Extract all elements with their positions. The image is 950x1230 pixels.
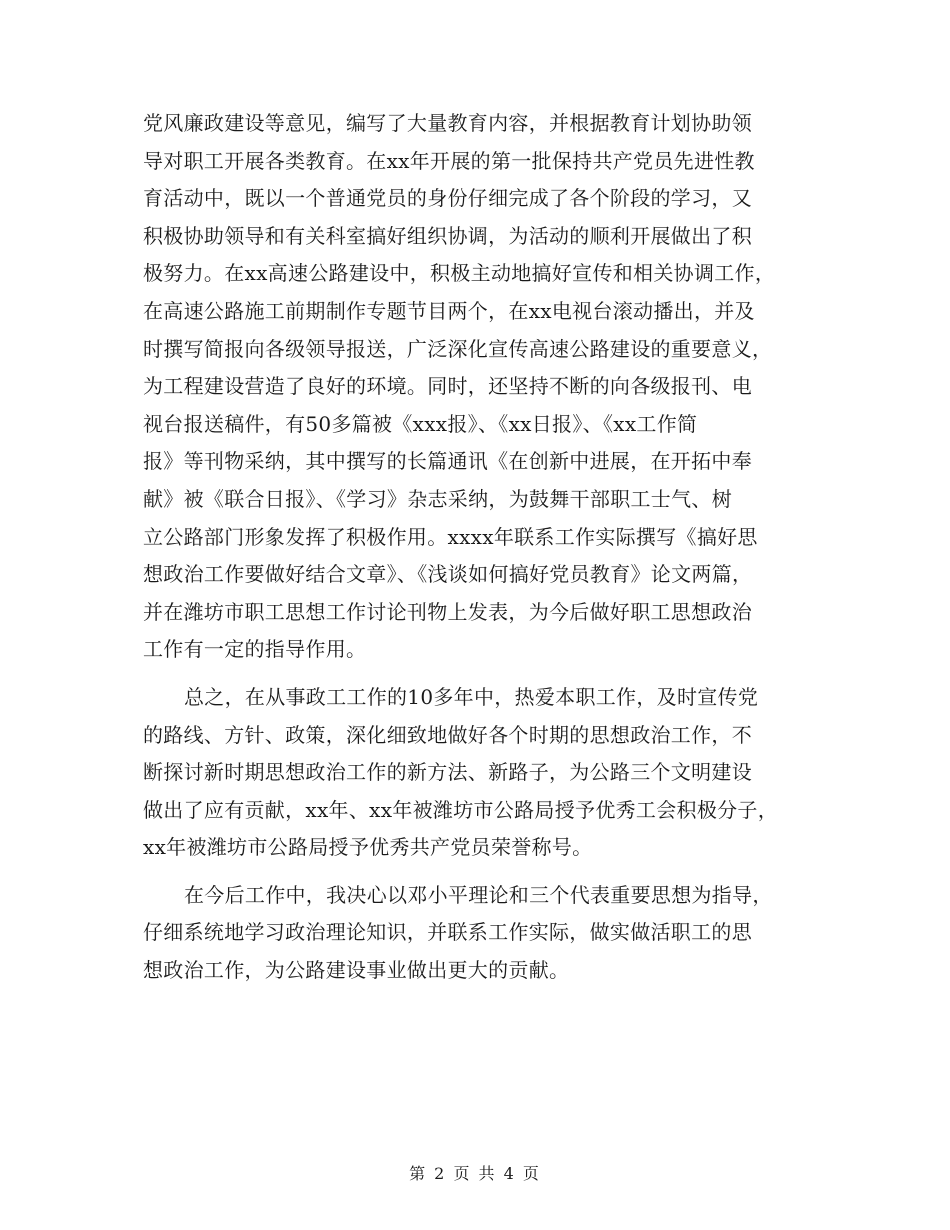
text-line: 做出了应有贡献，xx年、xx年被潍坊市公路局授予优秀工会积极分子， — [143, 797, 779, 822]
text-line: 的路线、方针、政策，深化细致地做好各个时期的思想政治工作，不 — [143, 722, 752, 747]
paragraph-1 — [143, 105, 813, 669]
text-line: 党风廉政建设等意见，编写了大量教育内容，并根据教育计划协助领 — [143, 111, 752, 135]
paragraph-3 — [143, 877, 813, 990]
text-line: 视台报送稿件，有50多篇被《xxx报》、《xx日报》、《xx工作简 — [143, 411, 698, 436]
text-line: 立公路部门形象发挥了积极作用。xxxx年联系工作实际撰写《搞好思 — [143, 524, 758, 549]
paragraph-gap — [143, 867, 813, 877]
text-line: 总之，在从事政工工作的10多年中，热爱本职工作，及时宣传党 — [184, 684, 759, 709]
paragraph-gap — [143, 669, 813, 679]
text-line: xx年被潍坊市公路局授予优秀共产党员荣誉称号。 — [143, 835, 593, 860]
text-line: 工作有一定的指导作用。 — [143, 637, 367, 662]
text-line: 献》被《联合日报》、《学习》杂志采纳，为鼓舞干部职工士气、树 — [143, 486, 732, 511]
text-line: 导对职工开展各类教育。在xx年开展的第一批保持共产党员先进性教 — [143, 148, 755, 173]
text-line: 断探讨新时期思想政治工作的新方法、新路子，为公路三个文明建设 — [143, 760, 752, 785]
text-line: 报》等刊物采纳，其中撰写的长篇通讯《在创新中进展，在开拓中奉 — [143, 449, 752, 474]
text-line: 育活动中，既以一个普通党员的身份仔细完成了各个阶段的学习，又 — [143, 186, 752, 211]
text-line: 积极协助领导和有关科室搞好组织协调，为活动的顺利开展做出了积 — [143, 223, 752, 248]
text-line: 为工程建设营造了良好的环境。同时，还坚持不断的向各级报刊、电 — [143, 374, 752, 399]
text-line: 极努力。在xx高速公路建设中，积极主动地搞好宣传和相关协调工作， — [143, 261, 776, 286]
page-number-footer: 第 2 页 共 4 页 — [409, 1164, 541, 1183]
paragraph-2 — [143, 679, 813, 867]
text-line: 在高速公路施工前期制作专题节目两个，在xx电视台滚动播出，并及 — [143, 298, 755, 323]
text-line: 想政治工作要做好结合文章》、《浅谈如何搞好党员教育》论文两篇， — [143, 562, 753, 587]
text-line: 想政治工作，为公路建设事业做出更大的贡献。 — [143, 958, 570, 983]
document-body — [143, 105, 813, 990]
text-line: 并在潍坊市职工思想工作讨论刊物上发表，为今后做好职工思想政治 — [143, 599, 752, 624]
text-line: 仔细系统地学习政治理论知识，并联系工作实际，做实做活职工的思 — [143, 920, 752, 945]
text-line: 在今后工作中，我决心以邓小平理论和三个代表重要思想为指导， — [184, 882, 773, 907]
text-line: 时撰写简报向各级领导报送，广泛深化宣传高速公路建设的重要意义， — [143, 336, 773, 361]
